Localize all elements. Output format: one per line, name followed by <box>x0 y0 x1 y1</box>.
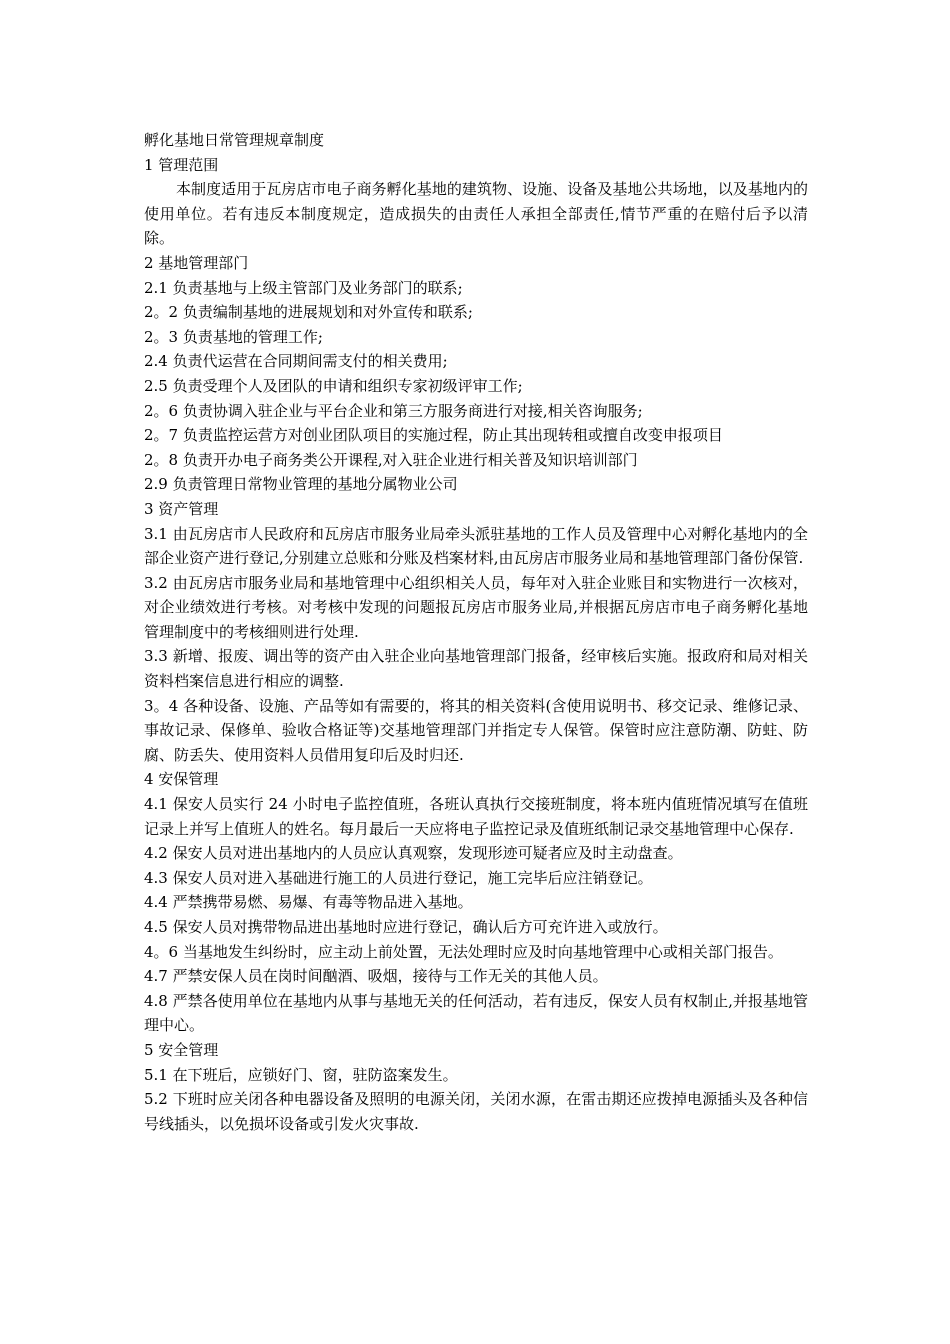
paragraph: 本制度适用于瓦房店市电子商务孵化基地的建筑物、设施、设备及基地公共场地，以及基地内的使用单位。若有违反本制度规定，造成损失的由责任人承担全部责任,情节严重的在赔付后予以清除。 <box>144 180 808 248</box>
paragraph: 4.8 严禁各使用单位在基地内从事与基地无关的任何活动，若有违反，保安人员有权制止,并报基地管理中心。 <box>144 991 808 1035</box>
paragraph: 4.1 保安人员实行 24 小时电子监控值班，各班认真执行交接班制度，将本班内值班情况填写在值班记录上并写上值班人的姓名。每月最后一天应将电子监控记录及值班纸制记录交基地管理中心保存. <box>144 795 808 838</box>
paragraph: 2.4 负责代运营在合同期间需支付的相关费用; <box>144 352 448 371</box>
paragraph: 5 安全管理 <box>144 1040 219 1059</box>
paragraph: 2 基地管理部门 <box>144 253 249 272</box>
document-page <box>144 128 808 1136</box>
paragraph: 5.1 在下班后，应锁好门、窗，驻防盗案发生。 <box>144 1065 458 1084</box>
paragraph: 3。4 各种设备、设施、产品等如有需要的，将其的相关资料(含使用说明书、移交记录、维修记录、事故记录、保修单、验收合格证等)交基地管理部门并指定专人保管。保管时应注意防潮、防蛀、防腐、防丢失、使用资料人员借用复印后及时归还. <box>144 696 808 764</box>
paragraph: 4.3 保安人员对进入基础进行施工的人员进行登记，施工完毕后应注销登记。 <box>144 868 653 887</box>
paragraph: 4 安保管理 <box>144 770 219 789</box>
paragraph: 2。2 负责编制基地的进展规划和对外宣传和联系; <box>144 303 473 322</box>
paragraph: 2。8 负责开办电子商务类公开课程,对入驻企业进行相关普及知识培训部门 <box>144 450 638 469</box>
paragraph: 2.9 负责管理日常物业管理的基地分属物业公司 <box>144 475 458 494</box>
document-title: 孵化基地日常管理规章制度 <box>144 131 325 149</box>
paragraph: 1 管理范围 <box>144 155 219 174</box>
paragraph: 4.5 保安人员对携带物品进出基地时应进行登记，确认后方可充许进入或放行。 <box>144 918 668 936</box>
paragraph: 4.7 严禁安保人员在岗时间酗酒、吸烟，接待与工作无关的其他人员。 <box>144 967 608 986</box>
paragraph: 4.2 保安人员对进出基地内的人员应认真观察，发现形迹可疑者应及时主动盘查。 <box>144 844 683 863</box>
paragraph: 3.2 由瓦房店市服务业局和基地管理中心组织相关人员，每年对入驻企业账目和实物进行一次核对，对企业绩效进行考核。对考核中发现的问题报瓦房店市服务业局,并根据瓦房店市电子商务孵化基地管理制度中的考核细则进行处理. <box>144 573 808 641</box>
paragraph: 3 资产管理 <box>144 499 219 518</box>
paragraph: 2。3 负责基地的管理工作; <box>144 327 323 346</box>
paragraph: 4。6 当基地发生纠纷时，应主动上前处置，无法处理时应及时向基地管理中心或相关部门报告。 <box>144 942 783 961</box>
paragraph: 3.1 由瓦房店市人民政府和瓦房店市服务业局牵头派驻基地的工作人员及管理中心对孵化基地内的全部企业资产进行登记,分别建立总账和分账及档案材料,由瓦房店市服务业局和基地管理部门备份保管. <box>144 524 808 568</box>
paragraph: 5.2 下班时应关闭各种电器设备及照明的电源关闭，关闭水源，在雷击期还应拨掉电源插头及各种信号线插头，以免损坏设备或引发火灾事故. <box>144 1090 808 1133</box>
paragraph: 2.1 负责基地与上级主管部门及业务部门的联系; <box>144 278 463 297</box>
paragraph: 2.5 负责受理个人及团队的申请和组织专家初级评审工作; <box>144 376 523 395</box>
paragraph: 2。6 负责协调入驻企业与平台企业和第三方服务商进行对接,相关咨询服务; <box>144 401 643 420</box>
document-body <box>144 153 808 1137</box>
paragraph: 3.3 新增、报废、调出等的资产由入驻企业向基地管理部门报备，经审核后实施。报政府和局对相关资料档案信息进行相应的调整. <box>144 647 808 691</box>
paragraph: 4.4 严禁携带易燃、易爆、有毒等物品进入基地。 <box>144 893 473 912</box>
paragraph: 2。7 负责监控运营方对创业团队项目的实施过程，防止其出现转租或擅自改变申报项目 <box>144 426 723 445</box>
